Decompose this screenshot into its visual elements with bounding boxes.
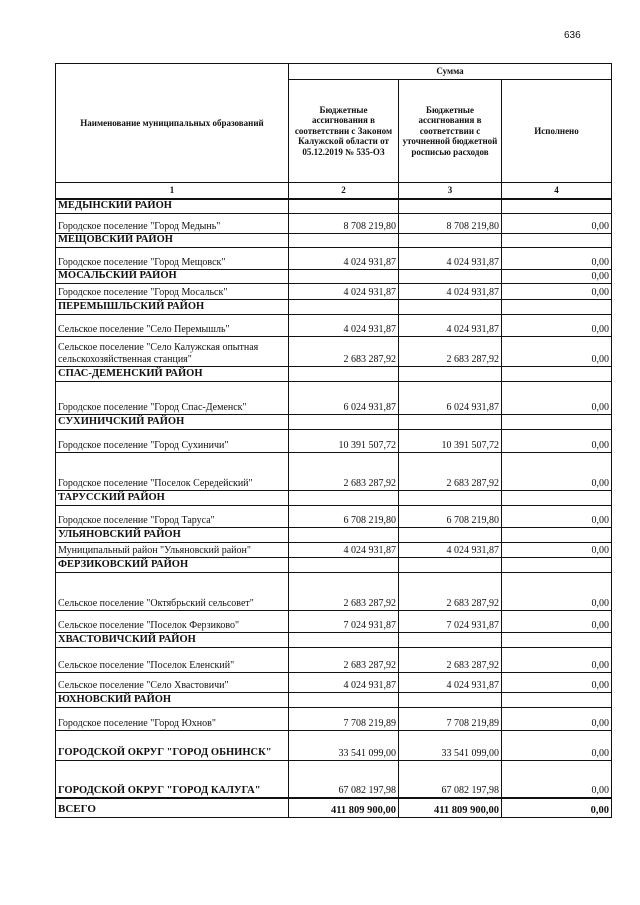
table-row [56, 692, 612, 707]
row-name: ПЕРЕМЫШЛЬСКИЙ РАЙОН [56, 299, 289, 314]
row-col2 [289, 199, 399, 213]
row-name: УЛЬЯНОВСКИЙ РАЙОН [56, 527, 289, 542]
table-row [56, 233, 612, 247]
row-col2: 2 683 287,92 [289, 452, 399, 490]
row-col4: 0,00 [502, 730, 612, 760]
table-row [56, 414, 612, 429]
header-sum-group: Сумма [289, 64, 612, 80]
row-col3: 10 391 507,72 [399, 429, 502, 452]
row-col2 [289, 269, 399, 283]
row-col2: 67 082 197,98 [289, 760, 399, 798]
row-name: ГОРОДСКОЙ ОКРУГ "ГОРОД КАЛУГА" [56, 760, 289, 798]
table-row [56, 283, 612, 299]
row-name: Городское поселение "Город Таруса" [56, 505, 289, 527]
row-col3: 8 708 219,80 [399, 213, 502, 233]
row-col4: 0,00 [502, 542, 612, 557]
row-col4: 0,00 [502, 572, 612, 610]
row-col3: 6 024 931,87 [399, 381, 502, 414]
row-col2: 4 024 931,87 [289, 542, 399, 557]
row-col2: 6 708 219,80 [289, 505, 399, 527]
total-label: ВСЕГО [56, 798, 289, 817]
table-row [56, 381, 612, 414]
row-col3 [399, 366, 502, 381]
row-col3: 7 024 931,87 [399, 610, 502, 632]
table-row [56, 527, 612, 542]
row-col2: 7 708 219,89 [289, 707, 399, 730]
table-row [56, 213, 612, 233]
table-row [56, 647, 612, 672]
row-name: Сельское поселение "Октябрьский сельсовет" [56, 572, 289, 610]
total-row [56, 798, 612, 817]
row-col4: 0,00 [502, 247, 612, 269]
row-col3: 6 708 219,80 [399, 505, 502, 527]
header-col2: Бюджетные ассигнования в соответствии с Законом Калужской области от 05.12.2019 № 535-ОЗ [289, 80, 399, 183]
table-row [56, 760, 612, 798]
row-col4 [502, 490, 612, 505]
row-col4: 0,00 [502, 452, 612, 490]
row-col2: 10 391 507,72 [289, 429, 399, 452]
row-col3 [399, 414, 502, 429]
row-name: СПАС-ДЕМЕНСКИЙ РАЙОН [56, 366, 289, 381]
row-col2: 2 683 287,92 [289, 647, 399, 672]
row-col2: 4 024 931,87 [289, 283, 399, 299]
row-col3 [399, 692, 502, 707]
row-col4: 0,00 [502, 429, 612, 452]
row-col2: 2 683 287,92 [289, 572, 399, 610]
row-name: Городское поселение "Город Мосальск" [56, 283, 289, 299]
row-col3 [399, 490, 502, 505]
row-col4: 0,00 [502, 672, 612, 692]
row-name: Городское поселение "Поселок Середейский" [56, 452, 289, 490]
header-col4: Исполнено [502, 80, 612, 183]
row-name: МЕЩОВСКИЙ РАЙОН [56, 233, 289, 247]
row-col3 [399, 269, 502, 283]
table-row [56, 632, 612, 647]
row-col3 [399, 527, 502, 542]
row-col3: 4 024 931,87 [399, 672, 502, 692]
table-row [56, 336, 612, 366]
row-col3: 4 024 931,87 [399, 283, 502, 299]
total-col4: 0,00 [502, 798, 612, 817]
table-row [56, 572, 612, 610]
row-col4: 0,00 [502, 707, 612, 730]
budget-table [55, 63, 612, 818]
row-col2 [289, 490, 399, 505]
row-col3: 4 024 931,87 [399, 247, 502, 269]
row-col3: 2 683 287,92 [399, 647, 502, 672]
row-col4: 0,00 [502, 283, 612, 299]
header-num3: 3 [399, 183, 502, 200]
row-name: Городское поселение "Город Сухиничи" [56, 429, 289, 452]
row-col2: 2 683 287,92 [289, 336, 399, 366]
table-body [56, 199, 612, 817]
table-row [56, 672, 612, 692]
row-name: Городское поселение "Город Юхнов" [56, 707, 289, 730]
row-col4 [502, 557, 612, 572]
row-col4: 0,00 [502, 213, 612, 233]
row-col3: 2 683 287,92 [399, 572, 502, 610]
header-num2: 2 [289, 183, 399, 200]
row-col2: 8 708 219,80 [289, 213, 399, 233]
row-col2 [289, 557, 399, 572]
page-number: 636 [564, 30, 581, 41]
row-col2 [289, 414, 399, 429]
row-name: ТАРУССКИЙ РАЙОН [56, 490, 289, 505]
row-col3: 4 024 931,87 [399, 314, 502, 336]
row-col2 [289, 366, 399, 381]
header-col3: Бюджетные ассигнования в соответствии с уточненной бюджетной росписью расходов [399, 80, 502, 183]
row-col2 [289, 632, 399, 647]
row-col4: 0,00 [502, 647, 612, 672]
row-col2: 4 024 931,87 [289, 247, 399, 269]
row-col3: 67 082 197,98 [399, 760, 502, 798]
row-name: Городское поселение "Город Мещовск" [56, 247, 289, 269]
row-col4: 0,00 [502, 505, 612, 527]
row-col4 [502, 692, 612, 707]
total-col2: 411 809 900,00 [289, 798, 399, 817]
row-col4 [502, 632, 612, 647]
row-col2: 33 541 099,00 [289, 730, 399, 760]
row-col4 [502, 233, 612, 247]
row-col2: 4 024 931,87 [289, 672, 399, 692]
row-col3: 7 708 219,89 [399, 707, 502, 730]
table-row [56, 366, 612, 381]
row-col4: 0,00 [502, 336, 612, 366]
table-row [56, 247, 612, 269]
row-col4: 0,00 [502, 381, 612, 414]
row-col2: 4 024 931,87 [289, 314, 399, 336]
table-row [56, 542, 612, 557]
row-name: Городское поселение "Город Спас-Деменск" [56, 381, 289, 414]
row-name: ХВАСТОВИЧСКИЙ РАЙОН [56, 632, 289, 647]
row-name: Городское поселение "Город Медынь" [56, 213, 289, 233]
row-col3: 33 541 099,00 [399, 730, 502, 760]
row-name: ГОРОДСКОЙ ОКРУГ "ГОРОД ОБНИНСК" [56, 730, 289, 760]
row-col3 [399, 233, 502, 247]
row-name: Сельское поселение "Село Калужская опытная сельскохозяйственная станция" [56, 336, 289, 366]
row-col3 [399, 632, 502, 647]
row-col4 [502, 366, 612, 381]
row-name: МЕДЫНСКИЙ РАЙОН [56, 199, 289, 213]
row-name: Сельское поселение "Поселок Еленский" [56, 647, 289, 672]
table-row [56, 505, 612, 527]
row-col2: 7 024 931,87 [289, 610, 399, 632]
table-row [56, 314, 612, 336]
table-row [56, 490, 612, 505]
header-name-column: Наименование муниципальных образований [56, 64, 289, 183]
row-name: СУХИНИЧСКИЙ РАЙОН [56, 414, 289, 429]
header-num4: 4 [502, 183, 612, 200]
row-col2: 6 024 931,87 [289, 381, 399, 414]
row-col4: 0,00 [502, 760, 612, 798]
row-col2 [289, 527, 399, 542]
row-col4 [502, 527, 612, 542]
table-row [56, 452, 612, 490]
row-col3: 2 683 287,92 [399, 452, 502, 490]
row-col3 [399, 299, 502, 314]
table-row [56, 730, 612, 760]
table-row [56, 299, 612, 314]
table-row [56, 199, 612, 213]
row-col4 [502, 199, 612, 213]
row-col3: 4 024 931,87 [399, 542, 502, 557]
row-name: Муниципальный район "Ульяновский район" [56, 542, 289, 557]
row-col2 [289, 233, 399, 247]
row-name: МОСАЛЬСКИЙ РАЙОН [56, 269, 289, 283]
row-col4 [502, 299, 612, 314]
table-row [56, 610, 612, 632]
row-name: Сельское поселение "Село Перемышль" [56, 314, 289, 336]
row-col3 [399, 199, 502, 213]
row-name: ФЕРЗИКОВСКИЙ РАЙОН [56, 557, 289, 572]
table-row [56, 429, 612, 452]
row-col4: 0,00 [502, 610, 612, 632]
table-row [56, 557, 612, 572]
row-col3: 2 683 287,92 [399, 336, 502, 366]
row-name: Сельское поселение "Село Хвастовичи" [56, 672, 289, 692]
row-col3 [399, 557, 502, 572]
header-num1: 1 [56, 183, 289, 200]
row-name: Сельское поселение "Поселок Ферзиково" [56, 610, 289, 632]
table-row [56, 269, 612, 283]
row-col2 [289, 692, 399, 707]
table-row [56, 707, 612, 730]
row-col4: 0,00 [502, 314, 612, 336]
row-col4: 0,00 [502, 269, 612, 283]
row-col2 [289, 299, 399, 314]
total-col3: 411 809 900,00 [399, 798, 502, 817]
row-name: ЮХНОВСКИЙ РАЙОН [56, 692, 289, 707]
row-col4 [502, 414, 612, 429]
